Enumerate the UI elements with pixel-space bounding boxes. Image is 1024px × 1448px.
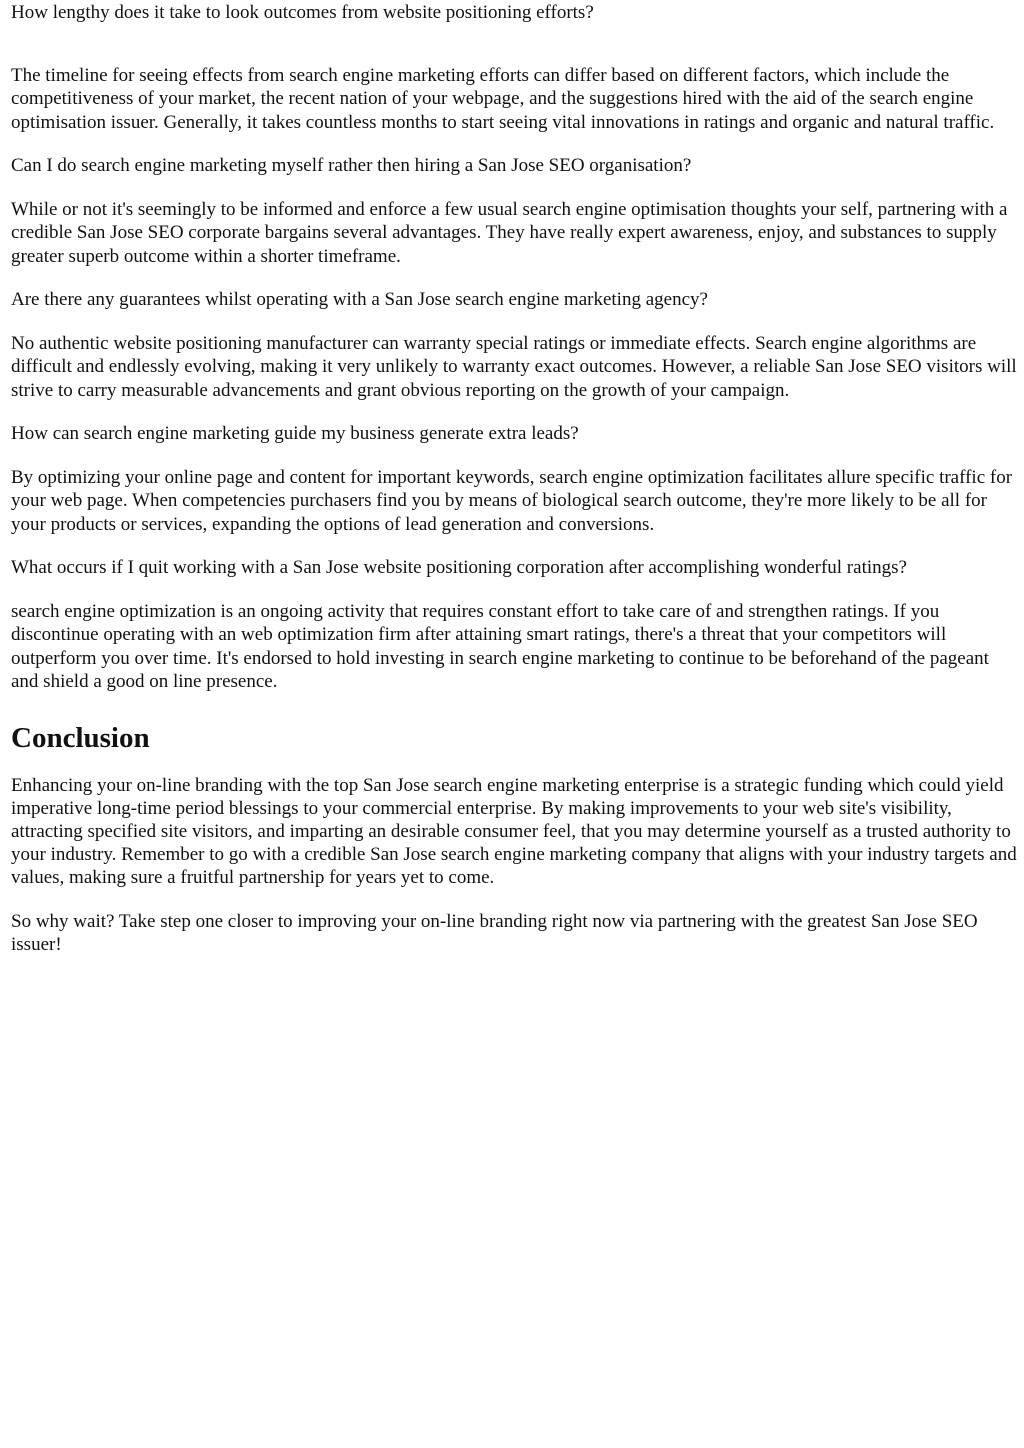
faq-question-leads: How can search engine marketing guide my business generate extra leads? [11, 423, 579, 445]
faq-answer-guarantees: No authentic website positioning manufacturer can warranty special ratings or immediate effects. Search engine algorithms are difficult and endlessly evolving, making it very unlikely to warranty exact outcomes. However, a reliable San Jose SEO visitors will strive to carry measurable advancements and grant obvious reporting on the growth of your campaign. [11, 333, 1017, 401]
spacer [11, 24, 1017, 64]
faq-question-quit: What occurs if I quit working with a San Jose website positioning corporation after accomplishing wonderful ratings? [11, 557, 907, 579]
faq-question-timeline: How lengthy does it take to look outcomes from website positioning efforts? [11, 2, 594, 23]
conclusion-paragraph-2: So why wait? Take step one closer to improving your on-line branding right now via partnering with the greatest San Jose SEO issuer! [11, 911, 978, 956]
faq-question-guarantees: Are there any guarantees whilst operating with a San Jose search engine marketing agency? [11, 289, 708, 311]
article-body [11, 0, 1017, 977]
faq-answer-diy: While or not it's seemingly to be informed and enforce a few usual search engine optimisation thoughts your self, partnering with a credible San Jose SEO corporate bargains several advantages. They have really expert awareness, enjoy, and substances to supply greater superb outcome within a shorter timeframe. [11, 199, 1008, 267]
faq-answer-quit: search engine optimization is an ongoing activity that requires constant effort to take care of and strengthen ratings. If you discontinue operating with an web optimization firm after attaining smart ratings, there's a threat that your competitors will outperform you over time. It's endorsed to hold investing in search engine marketing to continue to be beforehand of the pageant and shield a good on line presence. [11, 601, 989, 692]
conclusion-heading: Conclusion [11, 721, 150, 754]
faq-question-diy: Can I do search engine marketing myself rather then hiring a San Jose SEO organisation? [11, 155, 692, 177]
faq-answer-leads: By optimizing your online page and content for important keywords, search engine optimization facilitates allure specific traffic for your web page. When competencies purchasers find you by means of biological search outcome, they're more likely to be all for your products or services, expanding the options of lead generation and conversions. [11, 467, 1013, 535]
faq-answer-timeline: The timeline for seeing effects from search engine marketing efforts can differ based on different factors, which include the competitiveness of your market, the recent nation of your webpage, and the suggestions hired with the aid of the search engine optimisation issuer. Generally, it takes countless months to start seeing vital innovations in ratings and organic and natural traffic. [11, 65, 995, 133]
conclusion-paragraph-1: Enhancing your on-line branding with the top San Jose search engine marketing enterprise is a strategic funding which could yield imperative long-time period blessings to your commercial enterprise. By making improvements to your web site's visibility, attracting specified site visitors, and imparting an desirable consumer feel, that you may determine yourself as a trusted authority to your industry. Remember to go with a credible San Jose search engine marketing company that aligns with your industry targets and values, making sure a fruitful partnership for years yet to come. [11, 774, 1017, 889]
